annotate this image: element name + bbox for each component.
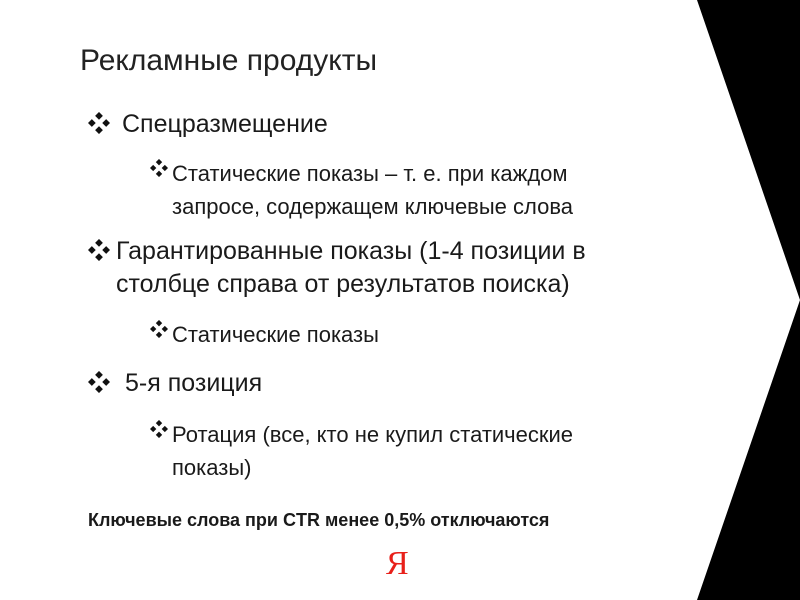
- sub-bullet-line-2: запросе, содержащем ключевые слова: [172, 194, 574, 219]
- footer-note: Ключевые слова при CTR менее 0,5% отключаются: [88, 510, 550, 530]
- bullet-item-special-placement: [88, 108, 328, 141]
- sub-bullet-line-1: Ротация (все, кто не купил статические: [172, 422, 574, 447]
- diamond-bullet-icon: [88, 371, 110, 393]
- diamond-bullet-icon: [88, 112, 110, 134]
- bullet-line-1: Гарантированные показы (1-4 позиции в: [116, 237, 586, 265]
- bullet-label: 5-я позиция: [125, 369, 263, 397]
- bullet-line-2: столбце справа от результатов поиска): [116, 270, 570, 298]
- slide-title: Рекламные продукты: [80, 44, 378, 77]
- sub-bullet-item-static-impressions-2: [150, 318, 379, 351]
- sub-bullet-line-1: Статические показы – т. е. при каждом: [172, 161, 568, 186]
- diamond-bullet-icon: [88, 239, 110, 261]
- diamond-bullet-icon: [150, 320, 168, 338]
- bullet-label: Спецразмещение: [122, 110, 328, 138]
- bullet-item-guaranteed-impressions: [88, 235, 586, 301]
- sub-bullet-line-2: показы): [172, 455, 252, 480]
- yandex-logo: Я: [386, 545, 409, 582]
- bullet-item-5th-position: [88, 367, 262, 400]
- sub-bullet-line-1: Статические показы: [172, 322, 379, 347]
- diamond-bullet-icon: [150, 159, 168, 177]
- sub-bullet-item-static-impressions-1: [150, 157, 573, 223]
- sub-bullet-item-rotation: [150, 418, 573, 484]
- diamond-bullet-icon: [150, 420, 168, 438]
